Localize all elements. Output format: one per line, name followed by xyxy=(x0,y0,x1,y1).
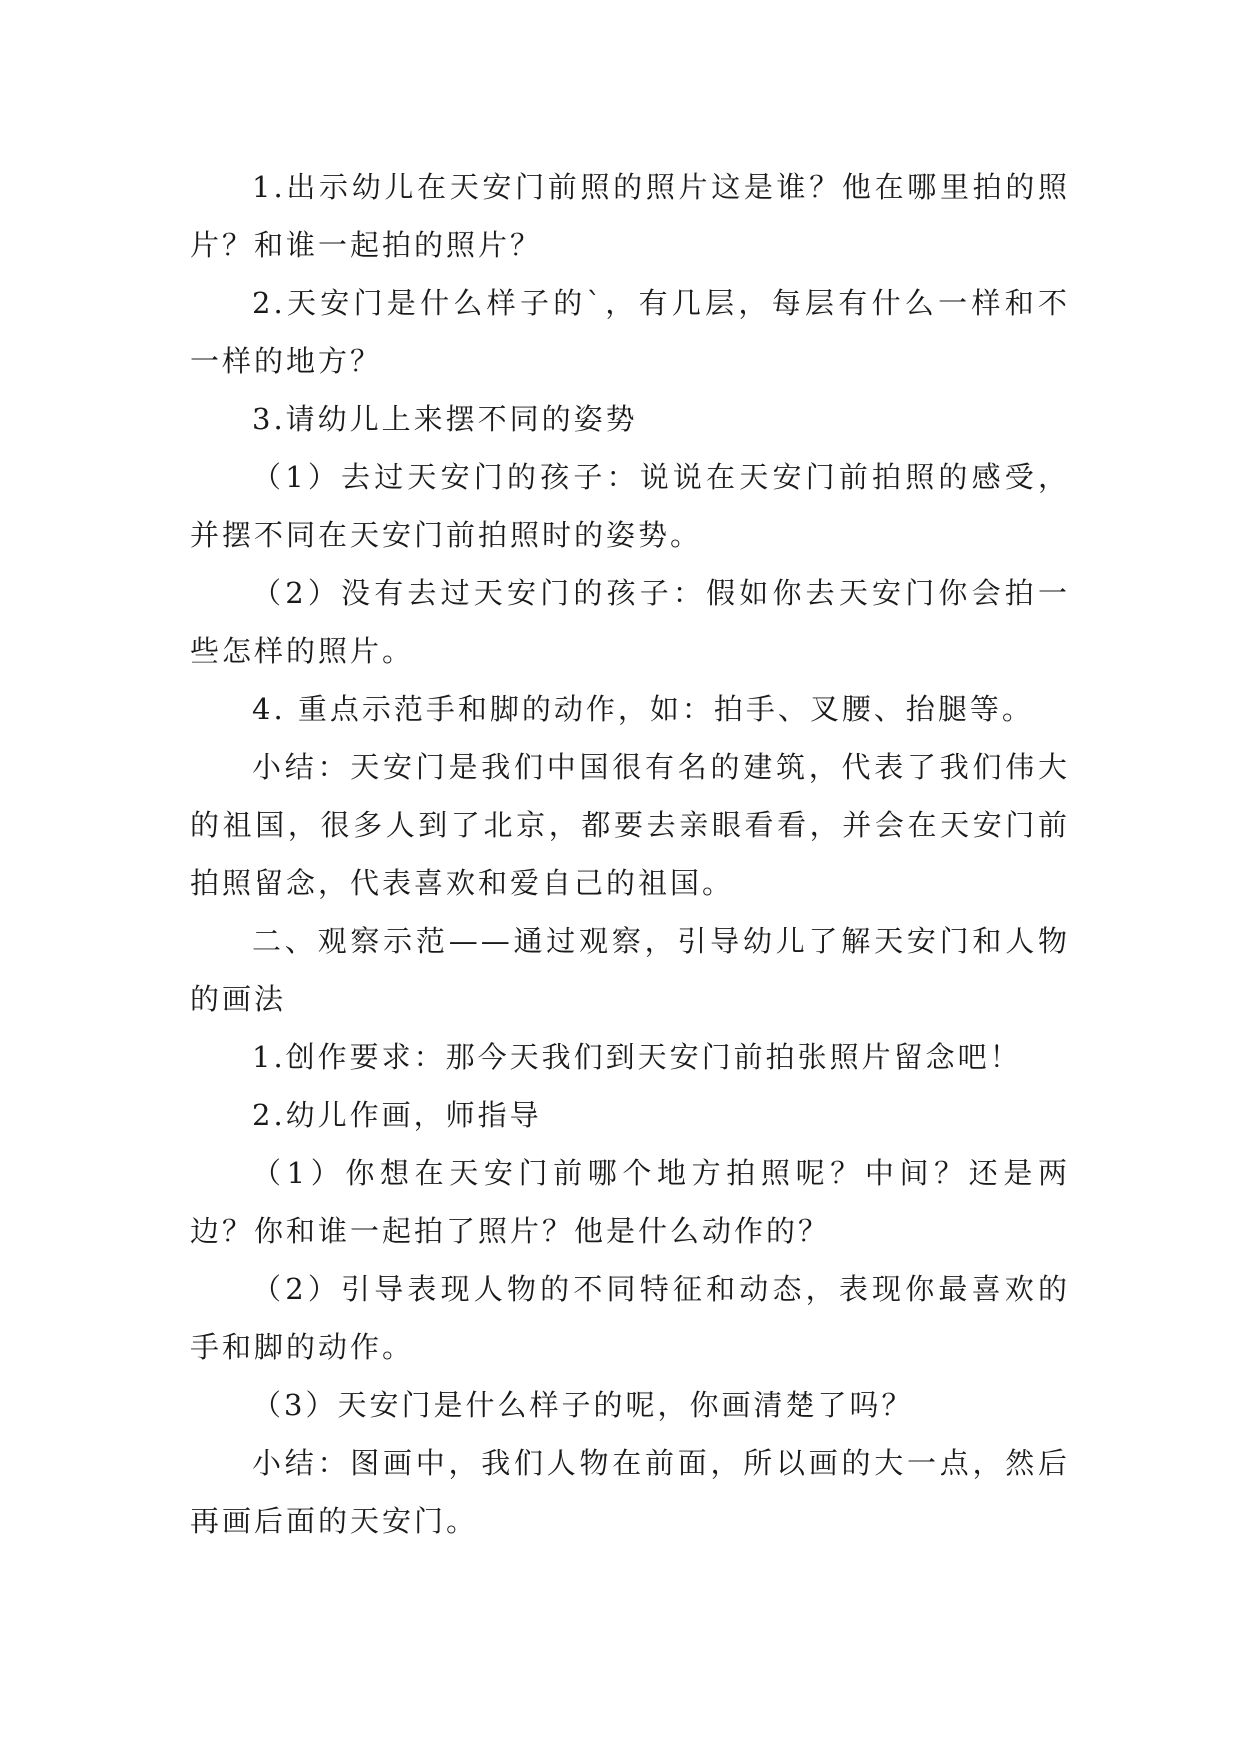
paragraph-drawing-sub-1: （1）你想在天安门前哪个地方拍照呢？中间？还是两边？你和谁一起拍了照片？他是什么动作的？ xyxy=(190,1156,1070,1248)
paragraph-drawing: 2.幼儿作画，师指导 xyxy=(252,1098,542,1132)
paragraph-requirement: 1.创作要求：那今天我们到天安门前拍张照片留念吧！ xyxy=(252,1040,1022,1074)
paragraph-step-3: 3.请幼儿上来摆不同的姿势 xyxy=(252,402,638,436)
paragraph-summary-2: 小结：图画中，我们人物在前面，所以画的大一点，然后再画后面的天安门。 xyxy=(190,1446,1070,1538)
document-body xyxy=(190,158,1070,1550)
paragraph-substep-2: （2）没有去过天安门的孩子：假如你去天安门你会拍一些怎样的照片。 xyxy=(190,576,1070,668)
paragraph-drawing-sub-3: （3）天安门是什么样子的呢，你画清楚了吗？ xyxy=(252,1388,914,1422)
paragraph-step-1: 1.出示幼儿在天安门前照的照片这是谁？他在哪里拍的照片？和谁一起拍的照片？ xyxy=(190,170,1070,262)
paragraph-drawing-sub-2: （2）引导表现人物的不同特征和动态，表现你最喜欢的手和脚的动作。 xyxy=(190,1272,1070,1364)
section-heading-observe: 二、观察示范——通过观察，引导幼儿了解天安门和人物的画法 xyxy=(190,924,1070,1016)
paragraph-substep-1: （1）去过天安门的孩子：说说在天安门前拍照的感受，并摆不同在天安门前拍照时的姿势。 xyxy=(190,460,1070,552)
paragraph-step-4: 4. 重点示范手和脚的动作，如：拍手、叉腰、抬腿等。 xyxy=(252,692,1034,726)
paragraph-summary-1: 小结：天安门是我们中国很有名的建筑，代表了我们伟大的祖国，很多人到了北京，都要去亲眼看看，并会在天安门前拍照留念，代表喜欢和爱自己的祖国。 xyxy=(190,750,1070,900)
paragraph-step-2: 2.天安门是什么样子的`，有几层，每层有什么一样和不一样的地方？ xyxy=(190,286,1070,378)
